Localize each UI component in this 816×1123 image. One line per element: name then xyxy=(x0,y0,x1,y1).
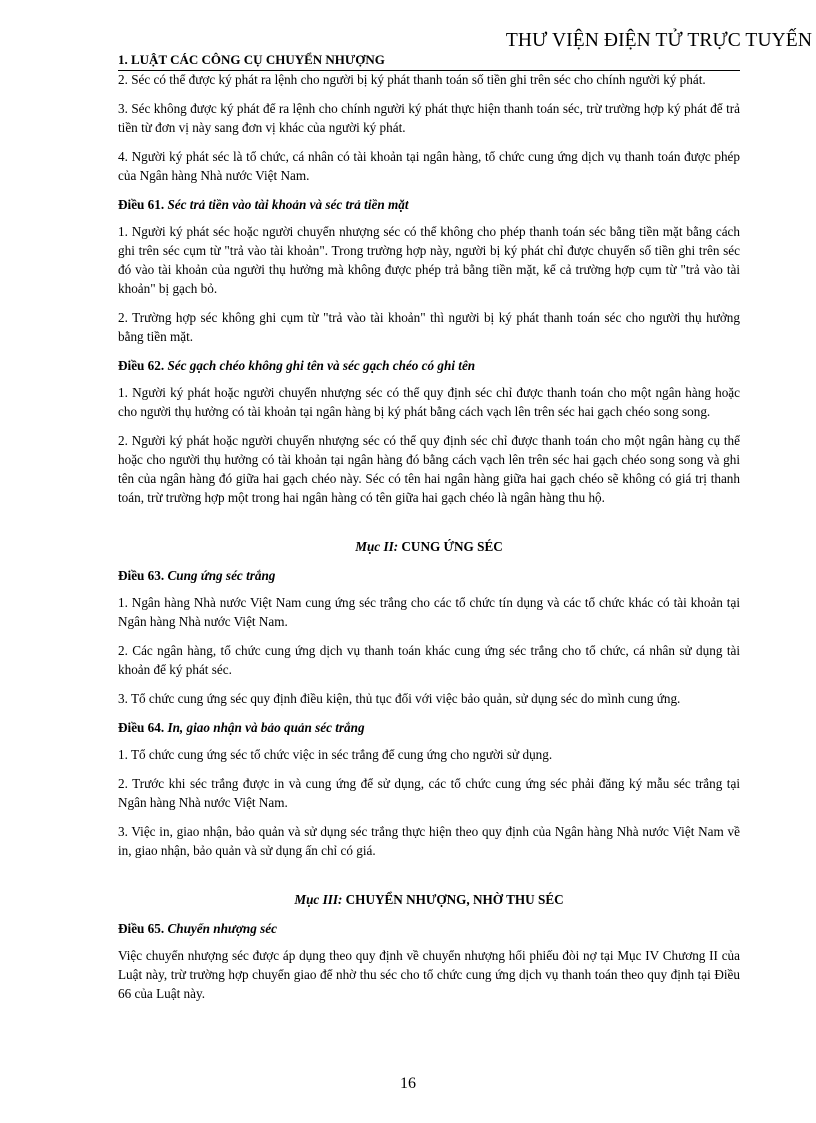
paragraph: 2. Người ký phát hoặc người chuyển nhượng séc có thể quy định séc chỉ được thanh toán cho một ngân hàng cụ thể hoặc cho người thụ hưởng có tài khoản tại ngân hàng đó bằng cách vạch lên trên séc hai gạch chéo song song và ghi tên của ngân hàng đó giữa hai gạch chéo này. Séc có tên hai ngân hàng giữa hai gạch chéo sẽ không có giá trị thanh toán, trừ trường hợp một trong hai ngân hàng có tên giữa hai gạch chéo là ngân hàng thu hộ. xyxy=(118,433,740,505)
page-number: 16 xyxy=(400,1075,416,1092)
article-title: In, giao nhận và bảo quản séc trắng xyxy=(167,720,365,735)
section-label: Mục III: xyxy=(294,892,343,907)
article-number: Điều 61. xyxy=(118,197,165,212)
article-heading-65 xyxy=(118,919,740,938)
article-number: Điều 62. xyxy=(118,358,165,373)
article-number: Điều 65. xyxy=(118,921,165,936)
article-title: Séc gạch chéo không ghi tên và séc gạch chéo có ghi tên xyxy=(167,358,476,373)
paragraph: 1. Ngân hàng Nhà nước Việt Nam cung ứng séc trắng cho các tổ chức tín dụng và các tổ chức khác có tài khoản tại Ngân hàng Nhà nước Việt Nam. xyxy=(118,595,740,629)
article-heading-61 xyxy=(118,195,740,214)
paragraph: Việc chuyển nhượng séc được áp dụng theo quy định về chuyển nhượng hối phiếu đòi nợ tại Mục IV Chương II của Luật này, trừ trường hợp chuyển giao để nhờ thu séc cho tổ chức cung ứng dịch vụ thanh toán theo quy định tại Điều 66 của Luật này. xyxy=(118,948,740,1001)
section-heading-3 xyxy=(118,890,740,909)
paragraph: 3. Séc không được ký phát để ra lệnh cho chính người ký phát thực hiện thanh toán séc, trừ trường hợp ký phát để trả tiền từ đơn vị này sang đơn vị khác của người ký phát. xyxy=(118,101,740,135)
paragraph: 2. Séc có thể được ký phát ra lệnh cho người bị ký phát thanh toán số tiền ghi trên séc cho chính người ký phát. xyxy=(118,72,706,87)
paragraph: 1. Người ký phát hoặc người chuyển nhượng séc có thể quy định séc chỉ được thanh toán cho một ngân hàng hoặc cho người thụ hưởng có tài khoản tại ngân hàng bị ký phát bằng cách vạch lên trên séc hai gạch chéo song song. xyxy=(118,385,740,419)
article-heading-63 xyxy=(118,566,740,585)
site-brand: THƯ VIỆN ĐIỆN TỬ TRỰC TUYẾN xyxy=(505,30,812,51)
paragraph: 2. Trước khi séc trắng được in và cung ứng để sử dụng, các tổ chức cung ứng séc phải đăng ký mẫu séc trắng tại Ngân hàng Nhà nước Việt Nam. xyxy=(118,776,740,810)
running-header: 1. LUẬT CÁC CÔNG CỤ CHUYỂN NHƯỢNG xyxy=(118,52,385,67)
article-heading-64 xyxy=(118,718,740,737)
section-title: CUNG ỨNG SÉC xyxy=(401,539,503,554)
paragraph: 1. Người ký phát séc hoặc người chuyển nhượng séc có thể không cho phép thanh toán séc bằng tiền mặt bằng cách ghi trên séc cụm từ "trả vào tài khoản". Trong trường hợp này, người bị ký phát chỉ được chuyển số tiền ghi trên séc đó vào tài khoản của người thụ hưởng mà không được phép trả bằng tiền mặt, kể cả trường hợp cụm từ "trả vào tài khoản" bị gạch bỏ. xyxy=(118,224,740,296)
paragraph: 3. Tổ chức cung ứng séc quy định điều kiện, thủ tục đối với việc bảo quản, sử dụng séc do mình cung ứng. xyxy=(118,691,681,706)
paragraph: 2. Các ngân hàng, tổ chức cung ứng dịch vụ thanh toán khác cung ứng séc trắng cho tổ chức, cá nhân sử dụng tài khoản để ký phát séc. xyxy=(118,643,740,677)
document-body xyxy=(118,70,740,1013)
article-number: Điều 63. xyxy=(118,568,165,583)
article-title: Cung ứng séc trắng xyxy=(167,568,276,583)
paragraph: 3. Việc in, giao nhận, bảo quản và sử dụng séc trắng thực hiện theo quy định của Ngân hàng Nhà nước Việt Nam về in, giao nhận, bảo quản và sử dụng ấn chỉ có giá. xyxy=(118,824,740,858)
article-heading-62 xyxy=(118,356,740,375)
article-title: Séc trả tiền vào tài khoản và séc trả tiền mặt xyxy=(167,197,409,212)
paragraph: 1. Tổ chức cung ứng séc tổ chức việc in séc trắng để cung ứng cho người sử dụng. xyxy=(118,747,553,762)
section-label: Mục II: xyxy=(355,539,399,554)
section-heading-2 xyxy=(118,537,740,556)
paragraph: 4. Người ký phát séc là tổ chức, cá nhân có tài khoản tại ngân hàng, tổ chức cung ứng dịch vụ thanh toán được phép của Ngân hàng Nhà nước Việt Nam. xyxy=(118,149,740,183)
paragraph: 2. Trường hợp séc không ghi cụm từ "trả vào tài khoản" thì người bị ký phát thanh toán séc cho người thụ hưởng bằng tiền mặt. xyxy=(118,310,740,344)
article-title: Chuyển nhượng séc xyxy=(167,921,277,936)
section-title: CHUYỂN NHƯỢNG, NHỜ THU SÉC xyxy=(345,892,564,907)
article-number: Điều 64. xyxy=(118,720,165,735)
